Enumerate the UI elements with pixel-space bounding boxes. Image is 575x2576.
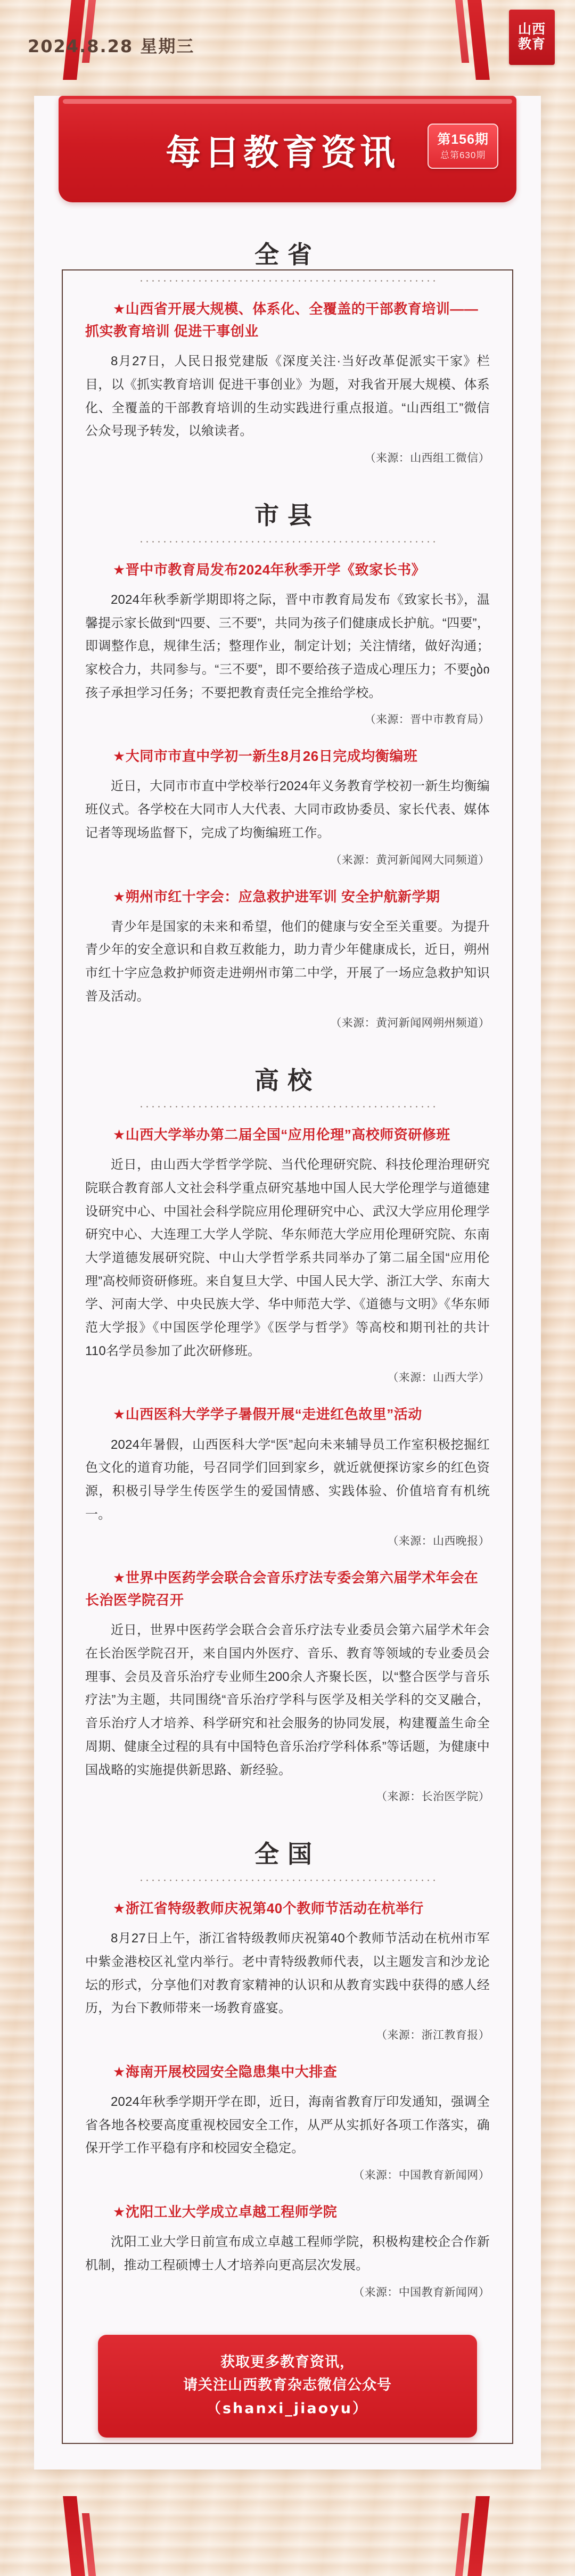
section-dotted-rule (138, 541, 437, 543)
article-headline[interactable]: ★晋中市教育局发布2024年秋季开学《致家长书》 (113, 561, 426, 578)
article-source: （来源：浙江教育报） (376, 2029, 490, 2041)
article-source: （来源：晋中市教育局） (364, 713, 490, 726)
article-headline[interactable]: ★山西省开展大规模、体系化、全覆盖的干部教育培训——抓实教育培训 促进干事创业 (85, 301, 479, 340)
article-source: （来源：中国教育新闻网） (353, 2169, 490, 2182)
article-headline[interactable]: ★海南开展校园安全隐患集中大排查 (113, 2063, 338, 2080)
section-dotted-rule (138, 280, 437, 282)
article-body: 沈阳工业大学日前宣布成立卓越工程师学院，积极构建校企合作新机制，推动工程硕博士人才培养向更高层次发展。 (85, 2235, 490, 2273)
masthead-title: 每日教育资讯 (166, 133, 399, 173)
article-source: （来源：山西组工微信） (364, 452, 490, 464)
article-headline[interactable]: ★浙江省特级教师庆祝第40个教师节活动在杭举行 (113, 1900, 424, 1917)
newsletter-content (34, 202, 541, 2300)
article-source: （来源：中国教育新闻网） (353, 2286, 490, 2299)
section-dotted-rule (138, 1106, 437, 1107)
article-body: 青少年是国家的未来和希望，他们的健康与安全至关重要。为提升青少年的安全意识和自救互救能力，助力青少年健康成长，近日，朔州市红十字应急救护师资走进朔州市第二中学，开展了一场应急救护知识普及活动。 (85, 919, 490, 1004)
article-headline[interactable]: ★大同市市直中学初一新生8月26日完成均衡编班 (113, 748, 418, 765)
news-article (85, 2061, 490, 2183)
seal-logo-line1: 山西 (518, 22, 546, 37)
article-source: （来源：长治医学院） (376, 1791, 490, 1803)
article-headline[interactable]: ★山西大学举办第二届全国“应用伦理”高校师资研修班 (113, 1127, 450, 1143)
news-article (85, 1897, 490, 2042)
article-source: （来源：山西晚报） (387, 1535, 490, 1548)
newsletter-card (34, 96, 541, 2470)
section-header (85, 1061, 490, 1096)
section-title: 市县 (254, 502, 321, 529)
footer-ribbon-right-inner (455, 2513, 469, 2576)
follow-cta-box[interactable] (98, 2335, 477, 2438)
masthead-banner (59, 96, 516, 202)
article-body: 2024年秋季新学期即将之际，晋中市教育局发布《致家长书》，温馨提示家长做到“四要、三不要”，共同为孩子们健康成长护航。“四要”，即调整作息，规律生活；整理作业，制定计划；关注情绪，做好沟通；家校合力，共同参与。“三不要”，即不要给孩子造成心理压力；不要ები孩子承担学习任务；不要把教育责任完全推给学校。 (85, 593, 490, 700)
footer-ribbon-group (0, 2475, 575, 2576)
date-header (0, 0, 575, 75)
news-article (85, 745, 490, 867)
article-headline[interactable]: ★沈阳工业大学成立卓越工程师学院 (113, 2204, 338, 2220)
cta-line-2: 请关注山西教育杂志微信公众号 (183, 2377, 392, 2393)
section-header (85, 1835, 490, 1870)
section-header (85, 496, 490, 531)
article-body: 近日，世界中医药学会联合会音乐疗法专业委员会第六届学术年会在长治医学院召开，来自国内外医疗、音乐、教育等领域的专业委员会理事、会员及音乐治疗专业师生200余人齐聚长医，以“整合医学与音乐疗法”为主题，共同围绕“音乐治疗学科与医学及相关学科的交叉融合，音乐治疗人才培养、科学研究和社会服务的协同发展，构建覆盖生命全周期、健康全过程的具有中国特色音乐治疗学科体系”等话题，为健康中国战略的实施提供新思路、新经验。 (85, 1623, 490, 1777)
publication-date: 2024.8.28 星期三 (28, 36, 195, 56)
article-source: （来源：黄河新闻网朔州频道） (330, 1017, 490, 1030)
news-article (85, 2201, 490, 2299)
brand-seal-logo (509, 10, 555, 65)
article-body: 2024年秋季学期开学在即，近日，海南省教育厅印发通知，强调全省各地各校要高度重视校园安全工作，从严从实抓好各项工作落实，确保开学工作平稳有序和校园安全稳定。 (85, 2095, 490, 2156)
article-body: 8月27日，人民日报党建版《深度关注·当好改革促派实干家》栏目，以《抓实教育培训 促进干事创业》为题，对我省开展大规模、体系化、全覆盖的干部教育培训的生动实践进行重点报道。“山西组工”微信公众号现予转发，以飨读者。 (85, 354, 490, 439)
issue-total-number: 总第630期 (440, 150, 486, 160)
footer-ribbon-left-outer (63, 2496, 85, 2576)
article-body: 2024年暑假，山西医科大学“医”起向未来辅导员工作室积极挖掘红色文化的道育功能，号召同学们回到家乡，就近就便探访家乡的红色资源，积极引导学生传医学生的爱国情感、实践体验、价值培育有机统一。 (85, 1437, 490, 1522)
news-article (85, 559, 490, 727)
article-headline[interactable]: ★世界中医药学会联合会音乐疗法专委会第六届学术年会在长治医学院召开 (85, 1570, 479, 1609)
section-title: 全国 (254, 1841, 321, 1868)
article-source: （来源：黄河新闻网大同频道） (330, 854, 490, 866)
cta-line-1: 获取更多教育资讯， (220, 2353, 355, 2370)
article-source: （来源：山西大学） (387, 1372, 490, 1384)
wechat-handle: （shanxi_jiaoyu） (206, 2400, 368, 2417)
article-body: 8月27日上午，浙江省特级教师庆祝第40个教师节活动在杭州市军中紫金港校区礼堂内举行。老中青特级教师代表，以主题发言和沙龙论坛的形式，分享他们对教育家精神的认识和从教育实践中获得的感人经历，为台下教师带来一场教育盛宴。 (85, 1931, 490, 2016)
section-title: 高校 (254, 1067, 321, 1095)
article-body: 近日，大同市市直中学校举行2024年义务教育学校初一新生均衡编班仪式。各学校在大同市人大代表、大同市政协委员、家长代表、媒体记者等现场监督下，完成了均衡编班工作。 (85, 779, 490, 840)
section-header (85, 235, 490, 270)
news-article (85, 1403, 490, 1548)
article-body: 近日，由山西大学哲学学院、当代伦理研究院、科技伦理治理研究院联合教育部人文社会科学重点研究基地中国人民大学伦理学与道德建设研究中心、中国社会科学院应用伦理研究中心、武汉大学应用伦理学研究中心、大连理工大学人学院、华东师范大学应用伦理研究院、东南大学道德发展研究院、中山大学哲学系共同举办了第二届全国“应用伦理”高校师资研修班。来自复旦大学、中国人民大学、浙江大学、东南大学、河南大学、中央民族大学、华中师范大学、《道德与文明》《华东师范大学报》《中国医学伦理学》《医学与哲学》等高校和期刊社的共计110名学员参加了此次研修班。 (85, 1158, 490, 1358)
article-headline[interactable]: ★朔州市红十字会：应急救护进军训 安全护航新学期 (113, 888, 440, 905)
seal-logo-line2: 教育 (518, 37, 546, 52)
section-title: 全省 (254, 241, 321, 268)
news-article (85, 1123, 490, 1385)
article-headline[interactable]: ★山西医科大学学子暑假开展“走进红色故里”活动 (113, 1406, 422, 1423)
issue-badge (428, 124, 498, 169)
news-article (85, 885, 490, 1031)
footer-ribbon-right-outer (467, 2496, 490, 2576)
news-article (85, 298, 490, 465)
section-dotted-rule (138, 1880, 437, 1881)
news-article (85, 1566, 490, 1804)
issue-number: 第156期 (437, 132, 489, 147)
